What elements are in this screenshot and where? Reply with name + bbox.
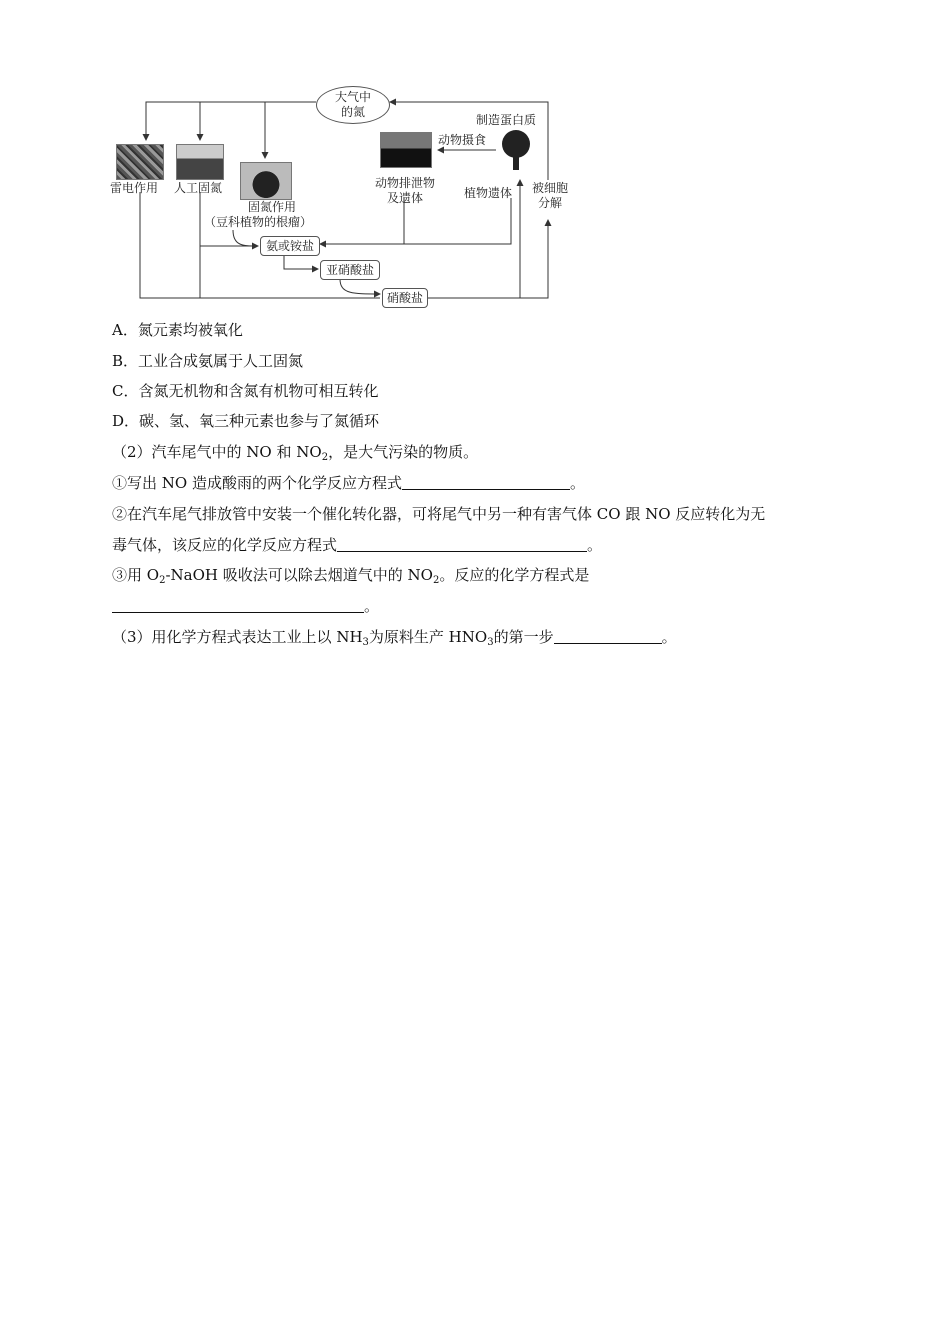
answer-blank-1[interactable] [402, 474, 570, 490]
q2-sub3-sub2: 2 [432, 575, 440, 586]
q3-text-a: （3）用化学方程式表达工业上以 NH [112, 628, 363, 646]
answer-blank-3[interactable] [112, 597, 364, 613]
q2-intro-text: （2）汽车尾气中的 NO 和 NO [112, 443, 322, 461]
q3-sub1: 3 [362, 637, 369, 648]
animals-photo [380, 132, 432, 168]
plant-remains-label: 植物遗体 [464, 186, 513, 200]
excrement-label-2: 及遗体 [386, 191, 423, 205]
q2-sub3-end: 。 [364, 597, 380, 615]
atmosphere-label-2: 的氮 [340, 105, 365, 119]
q3-text-c: 的第一步 [493, 628, 554, 646]
tree-icon [498, 128, 534, 172]
q2-intro-sub: 2 [321, 452, 329, 463]
q2-sub2-text: 毒气体，该反应的化学反应方程式 [112, 536, 338, 554]
q2-sub3-answer [112, 596, 379, 616]
answer-blank-2[interactable] [337, 536, 587, 552]
option-c: C．含氮无机物和含氮有机物可相互转化 [112, 382, 379, 400]
q2-sub3 [112, 565, 589, 591]
make-protein-label: 制造蛋白质 [476, 113, 537, 127]
q3-end: 。 [661, 628, 677, 646]
q2-intro-text-2: ，是大气污染的物质。 [328, 443, 479, 461]
excrement-label-1: 动物排泄物 [374, 176, 435, 190]
q2-sub1-end: 。 [569, 474, 585, 492]
fixation-label-1: 固氮作用 [248, 200, 297, 214]
legume-root-photo [240, 162, 292, 200]
lightning-photo [116, 144, 164, 180]
q3-sub2: 3 [487, 637, 494, 648]
q2-sub2-line2 [112, 535, 602, 555]
lightning-label: 雷电作用 [110, 181, 159, 195]
artificial-fixation-label: 人工固氮 [174, 181, 223, 195]
q3-text-b: 为原料生产 HNO [368, 628, 488, 646]
q3 [112, 627, 677, 653]
atmosphere-nitrogen-node [316, 86, 390, 124]
q2-sub1-text: ①写出 NO 造成酸雨的两个化学反应方程式 [112, 474, 402, 492]
animal-eat-label: 动物摄食 [438, 133, 487, 147]
option-d: D．碳、氢、氧三种元素也参与了氮循环 [112, 412, 380, 430]
atmosphere-label-1: 大气中 [334, 90, 371, 104]
ammonia-box: 氨或铵盐 [260, 236, 320, 256]
q2-sub2-line1: ②在汽车尾气排放管中安装一个催化转化器，可将尾气中另一种有害气体 CO 跟 NO 反应转化为无 [112, 505, 766, 523]
nitrite-box: 亚硝酸盐 [320, 260, 380, 280]
factory-photo [176, 144, 224, 180]
q2-sub1 [112, 473, 585, 493]
q2-intro [112, 442, 478, 468]
answer-blank-4[interactable] [554, 628, 662, 644]
nitrate-box: 硝酸盐 [382, 288, 428, 308]
q2-sub3-text-a: ③用 O [112, 566, 160, 584]
q2-sub3-text-b: -NaOH 吸收法可以除去烟道气中的 NO [165, 566, 433, 584]
decompose-label-2: 分解 [537, 196, 562, 210]
q2-sub3-sub1: 2 [159, 575, 166, 586]
decompose-label-1: 被细胞 [531, 181, 568, 195]
nitrogen-cycle-diagram [108, 80, 588, 316]
fixation-label-2: （豆科植物的根瘤） [204, 215, 313, 229]
option-b: B．工业合成氨属于人工固氮 [112, 352, 304, 370]
q2-sub2-end: 。 [587, 536, 603, 554]
option-a: A．氮元素均被氧化 [112, 321, 243, 339]
q2-sub3-text-c: 。反应的化学方程式是 [439, 566, 590, 584]
